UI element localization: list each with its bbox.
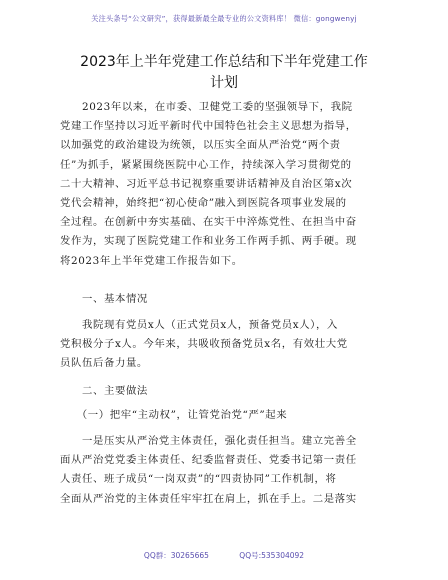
title-line: 计划: [210, 75, 238, 91]
text-line: 任”为抓手，紧紧围绕医院中心工作，持续深入学习贯彻党的: [60, 158, 352, 171]
paragraph-basic: [60, 316, 388, 374]
text-line: 全过程。在创新中夯实基础、在实干中淬炼党性、在担当中奋: [60, 216, 357, 229]
header-banner: 关注头条号“公文研究”，获得最新最全最专业的公文资料库！ 微信：gongwenyj: [91, 14, 357, 23]
qq-number: QQ号:535304092: [239, 551, 305, 560]
footer-contact: [0, 550, 448, 561]
text-line: 我院现有党员x人（正式党员x人，预备党员x人），入: [60, 319, 338, 331]
text-line: 发作为，实现了医院党建工作和业务工作两手抓、两手硬。现: [60, 235, 357, 248]
text-line: 2023年以来，在市委、卫健党工委的坚强领导下，我院: [60, 101, 353, 113]
paragraph-practices: [60, 432, 388, 509]
text-line: 党积极分子x人。今年来，共吸收预备党员x名，有效壮大党: [60, 338, 348, 351]
section-heading-basic: 一、基本情况: [60, 293, 148, 305]
paragraph-intro: [60, 98, 388, 271]
document-title: [40, 52, 408, 94]
subsection-heading: （一）把牢“主动权”，让管党治党“严”起来: [60, 409, 288, 421]
text-line: 面从严治党党委主体责任、纪委监督责任、党委书记第一责任: [60, 454, 357, 467]
text-line: 以加强党的政治建设为统领，以压实全面从严治党“两个责: [60, 139, 341, 152]
text-line: 二十大精神、习近平总书记视察重要讲话精神及自治区第x次: [60, 177, 353, 190]
text-line: 将2023年上半年党建工作报告如下。: [60, 254, 243, 267]
text-line: 员队伍后备力量。: [60, 357, 148, 370]
section-heading-practices: 二、主要做法: [60, 385, 148, 397]
text-line: 党代会精神，始终把“初心使命”融入到医院各项事业发展的: [60, 197, 347, 210]
text-line: 一是压实从严治党主体责任，强化责任担当。建立完善全: [60, 435, 357, 447]
qq-group: QQ群：30265665: [143, 551, 209, 560]
text-line: 全面从严治党的主体责任牢牢扛在肩上，抓在手上。二是落实: [60, 492, 357, 505]
text-line: 党建工作坚持以习近平新时代中国特色社会主义思想为指导，: [60, 120, 357, 133]
text-line: 人责任、班子成员“一岗双责”的“四责协同”工作机制，将: [60, 473, 337, 486]
title-line: 2023年上半年党建工作总结和下半年党建工作: [80, 54, 368, 70]
